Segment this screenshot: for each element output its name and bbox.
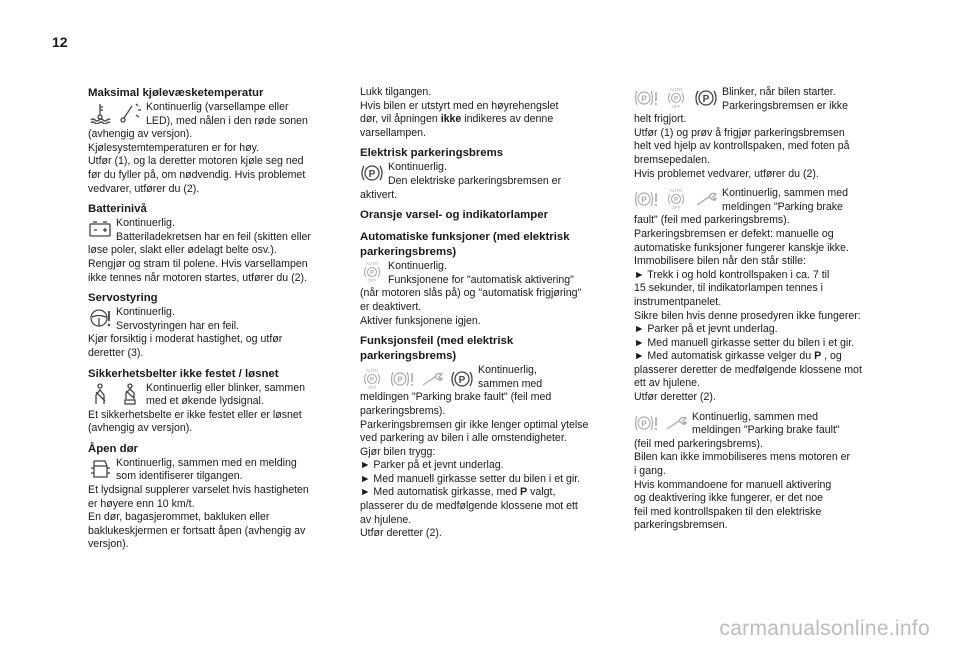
text-line bbox=[634, 350, 884, 364]
icon-group bbox=[88, 306, 112, 329]
text-line: Servostyringen har en feil. bbox=[116, 319, 240, 332]
text-line: med et økende lydsignal. bbox=[146, 395, 264, 408]
text-line: Kontinuerlig. bbox=[116, 217, 175, 230]
text-line: (avhengig av versjon). bbox=[88, 422, 193, 435]
svg-text:P: P bbox=[641, 195, 647, 205]
text-line: plasserer deretter de medfølgende klossene mot bbox=[634, 363, 862, 376]
text-line: som identifiserer tilgangen. bbox=[116, 470, 243, 483]
parking-brake-icon bbox=[450, 368, 474, 390]
text-line: Kontinuerlig. bbox=[116, 306, 175, 319]
text-line: Kontinuerlig, sammen med bbox=[722, 187, 849, 200]
text-run: dør, vil åpningen bbox=[360, 113, 438, 126]
column-left bbox=[88, 86, 338, 558]
section-title: Batterinivå bbox=[88, 203, 147, 216]
section-seatbelt bbox=[88, 367, 338, 436]
icon-group bbox=[634, 411, 688, 434]
auto-off-icon bbox=[664, 188, 688, 210]
svg-text:OFF: OFF bbox=[367, 385, 377, 391]
text-line: (avhengig av versjon). bbox=[88, 128, 193, 141]
auto-off-icon bbox=[360, 261, 384, 283]
svg-text:OFF: OFF bbox=[671, 205, 681, 211]
icon-group bbox=[634, 86, 718, 109]
text-line: baklukeskjermen er fortsatt åpen (avhengig av bbox=[88, 524, 306, 537]
text-line: ett av hjulene. bbox=[634, 377, 700, 390]
text-line: Den elektriske parkeringsbremsen er bbox=[388, 174, 562, 187]
text-line: Utfør (1), og la deretter motoren kjøle seg ned bbox=[88, 155, 304, 168]
text-line: Bilen kan ikke immobiliseres mens motoren er bbox=[634, 451, 851, 464]
icon-group bbox=[88, 382, 142, 405]
open-door-icon bbox=[88, 458, 112, 480]
text-line: før du fyller på, om nødvendig. Hvis problemet bbox=[88, 168, 306, 181]
text-line: Blinker, når bilen starter. bbox=[722, 86, 836, 98]
seatbelt-icon bbox=[88, 383, 112, 405]
parking-brake-icon bbox=[360, 162, 384, 184]
text-line: automatiske funksjoner fungerer kanskje ikke. bbox=[634, 241, 849, 254]
icon-group bbox=[88, 101, 142, 124]
section-steering bbox=[88, 291, 338, 360]
text-line: ► Parker på et jevnt underlag. bbox=[634, 323, 778, 336]
text-line: plasserer du de medfølgende klossene mot ett bbox=[360, 500, 578, 513]
icon-group bbox=[360, 364, 474, 390]
text-line: Utfør deretter (2). bbox=[634, 391, 716, 404]
text-line: meldingen "Parking brake fault" (feil med bbox=[360, 391, 552, 404]
text-line: i gang. bbox=[634, 465, 666, 478]
text-run: ► Med automatisk girkasse, med bbox=[360, 486, 518, 499]
bold-text: P bbox=[814, 350, 822, 363]
svg-text:P: P bbox=[369, 377, 375, 384]
coolant-led-icon bbox=[118, 102, 142, 124]
svg-text:P: P bbox=[641, 419, 647, 429]
wrench-icon bbox=[420, 368, 444, 390]
section-title: parkeringsbrems) bbox=[360, 350, 457, 363]
icon-group bbox=[88, 457, 112, 480]
auto-off-icon bbox=[664, 87, 688, 109]
svg-text:P: P bbox=[702, 94, 710, 105]
text-line: bremsepedalen. bbox=[634, 153, 710, 166]
text-line: Kjølesystemtemperaturen er for høy. bbox=[88, 141, 260, 154]
svg-text:AUTO: AUTO bbox=[669, 188, 683, 194]
text-line: Funksjonene for "automatisk aktivering" bbox=[388, 273, 574, 286]
section-blinking bbox=[634, 86, 884, 181]
section-title: Maksimal kjølevæsketemperatur bbox=[88, 87, 264, 99]
brake-fault-icon bbox=[634, 188, 658, 210]
text-line: og deaktivering ikke fungerer, er det noe bbox=[634, 492, 824, 505]
text-line: Lukk tilgangen. bbox=[360, 86, 432, 98]
section-defect bbox=[634, 187, 884, 405]
text-line: Et lydsignal supplerer varselet hvis hastigheten bbox=[88, 484, 309, 497]
wrench-icon bbox=[664, 412, 688, 434]
parking-brake-icon bbox=[694, 87, 718, 109]
battery-icon bbox=[88, 218, 112, 240]
bold-text: ikke bbox=[440, 113, 462, 126]
text-line: er deaktivert. bbox=[360, 300, 422, 313]
text-line: meldingen "Parking brake bbox=[722, 200, 843, 213]
wrench-icon bbox=[694, 188, 718, 210]
section-title: parkeringsbrems) bbox=[360, 246, 457, 259]
text-line: Aktiver funksjonene igjen. bbox=[360, 314, 481, 327]
text-line: Kontinuerlig (varsellampe eller bbox=[146, 101, 289, 113]
text-line: Hvis bilen er utstyrt med en høyrehengslet bbox=[360, 99, 559, 112]
coolant-temperature-icon bbox=[88, 102, 112, 124]
svg-text:P: P bbox=[458, 375, 466, 387]
svg-text:OFF: OFF bbox=[671, 104, 681, 109]
rear-seatbelt-icon bbox=[118, 383, 142, 405]
text-line: ► Parker på et jevnt underlag. bbox=[360, 459, 504, 472]
text-line: Kontinuerlig, sammen med en melding bbox=[116, 456, 297, 469]
text-line: Kontinuerlig, sammen med bbox=[692, 410, 819, 423]
text-line: ► Trekk i og hold kontrollspaken i ca. 7 til bbox=[634, 268, 830, 281]
text-line: Hvis problemet vedvarer, utfører du (2). bbox=[634, 167, 819, 180]
text-line bbox=[360, 486, 610, 500]
svg-text:AUTO: AUTO bbox=[365, 368, 379, 374]
section-door bbox=[88, 442, 338, 552]
section-title: Funksjonsfeil (med elektrisk bbox=[360, 335, 514, 348]
auto-off-icon bbox=[360, 368, 384, 390]
svg-text:P: P bbox=[369, 270, 375, 277]
text-line: Kjør forsiktig i moderat hastighet, og utfør bbox=[88, 333, 283, 346]
text-line: feil med kontrollspaken til den elektriske bbox=[634, 505, 822, 518]
watermark: carmanualsonline.info bbox=[719, 617, 930, 640]
text-line: Kontinuerlig eller blinker, sammen bbox=[146, 381, 305, 394]
column-right bbox=[634, 86, 884, 539]
text-line: Batteriladekretsen har en feil (skitten eller bbox=[116, 230, 311, 243]
text-line: fault" (feil med parkeringsbrems). bbox=[634, 214, 790, 227]
page-number: 12 bbox=[52, 34, 68, 50]
text-line: Rengjør og stram til polene. Hvis varsellampen bbox=[88, 257, 308, 270]
text-line: ikke tennes når motoren startes, utfører du (2). bbox=[88, 271, 308, 284]
svg-text:P: P bbox=[368, 169, 376, 181]
text-line: Parkeringsbremsen er ikke bbox=[722, 99, 848, 112]
section-electric-parking-brake bbox=[360, 146, 610, 202]
power-steering-icon bbox=[88, 307, 112, 329]
text-line: (når motoren slås på) og "automatisk frigjøring" bbox=[360, 287, 582, 300]
svg-text:P: P bbox=[673, 197, 679, 204]
text-line: meldingen "Parking brake fault" bbox=[692, 424, 840, 437]
text-line: ► Med manuell girkasse setter du bilen i et gir. bbox=[634, 336, 855, 349]
text-line: ved parkering av bilen i alle omstendigheter. bbox=[360, 432, 567, 445]
text-line: parkeringsbremsen. bbox=[634, 519, 728, 532]
text-line: av hjulene. bbox=[360, 513, 412, 526]
text-line: Sikre bilen hvis denne prosedyren ikke fungerer: bbox=[634, 309, 861, 322]
text-line: Et sikkerhetsbelte er ikke festet eller er løsnet bbox=[88, 408, 302, 421]
text-line: instrumentpanelet. bbox=[634, 295, 722, 308]
text-line: Kontinuerlig, bbox=[478, 364, 537, 377]
text-line: ► Med manuell girkasse setter du bilen i et gir. bbox=[360, 472, 581, 485]
icon-group bbox=[360, 161, 384, 184]
section-title: Åpen dør bbox=[88, 442, 138, 455]
section-title: Servostyring bbox=[88, 292, 158, 305]
text-run: valgt, bbox=[530, 486, 556, 499]
text-line: Parkeringsbremsen gir ikke lenger optimal ytelse bbox=[360, 418, 589, 431]
brake-fault-icon bbox=[634, 87, 658, 109]
text-line: parkeringsbrems). bbox=[360, 404, 446, 417]
svg-text:P: P bbox=[397, 375, 403, 385]
section-heading: Oransje varsel- og indikatorlamper bbox=[360, 209, 549, 222]
text-line: varsellampen. bbox=[360, 126, 426, 139]
column-middle bbox=[360, 86, 610, 547]
text-line: versjon). bbox=[88, 538, 129, 551]
text-line: (feil med parkeringsbrems). bbox=[634, 437, 763, 450]
text-line: Kontinuerlig. bbox=[388, 260, 447, 273]
text-line: Immobilisere bilen når den står stille: bbox=[634, 255, 806, 268]
bold-text: P bbox=[520, 486, 528, 499]
text-line: Hvis kommandoene for manuell aktivering bbox=[634, 478, 832, 491]
section-battery bbox=[88, 202, 338, 285]
text-line: helt ved hjelp av kontrollspaken, med foten på bbox=[634, 140, 850, 153]
svg-text:P: P bbox=[673, 96, 679, 103]
text-line: 15 sekunder, til indikatorlampen tennes i bbox=[634, 282, 824, 295]
text-line: Parkeringsbremsen er defekt: manuelle og bbox=[634, 227, 834, 240]
text-line: deretter (3). bbox=[88, 346, 144, 359]
svg-text:P: P bbox=[641, 94, 647, 104]
section-door-continued bbox=[360, 86, 610, 140]
brake-fault-icon bbox=[390, 368, 414, 390]
text-line: løse poler, slakt eller ødelagt belte osv.). bbox=[88, 244, 277, 257]
text-line: helt frigjort. bbox=[634, 113, 687, 126]
section-title: Elektrisk parkeringsbrems bbox=[360, 147, 504, 160]
text-run: , og bbox=[824, 350, 842, 363]
text-line: er høyere enn 10 km/t. bbox=[88, 497, 195, 510]
svg-text:AUTO: AUTO bbox=[365, 261, 379, 267]
text-line: Gjør bilen trygg: bbox=[360, 445, 436, 458]
section-automatic-functions bbox=[360, 230, 610, 328]
section-title: Automatiske funksjoner (med elektrisk bbox=[360, 231, 570, 244]
section-coolant bbox=[88, 86, 338, 196]
icon-group bbox=[88, 217, 112, 240]
text-line: aktivert. bbox=[360, 188, 398, 201]
brake-fault-icon bbox=[634, 412, 658, 434]
section-manual-commands bbox=[634, 411, 884, 533]
icon-group bbox=[634, 187, 718, 210]
text-line: Utfør (1) og prøv å frigjør parkeringsbremsen bbox=[634, 126, 845, 139]
svg-text:OFF: OFF bbox=[367, 278, 377, 284]
text-line: En dør, bagasjerommet, bakluken eller bbox=[88, 511, 270, 524]
text-line: Kontinuerlig. bbox=[388, 161, 447, 174]
text-line: vedvarer, utfører du (2). bbox=[88, 182, 200, 195]
text-line: Utfør deretter (2). bbox=[360, 527, 442, 540]
text-run: ► Med automatisk girkasse velger du bbox=[634, 350, 812, 363]
text-line bbox=[360, 113, 610, 127]
section-malfunction bbox=[360, 334, 610, 541]
text-run: indikeres av denne bbox=[464, 113, 554, 126]
text-line: sammen med bbox=[478, 377, 543, 390]
icon-group bbox=[360, 260, 384, 283]
section-title: Sikkerhetsbelter ikke festet / løsnet bbox=[88, 367, 279, 380]
svg-text:AUTO: AUTO bbox=[669, 87, 683, 92]
text-line: LED), med nålen i den røde sonen bbox=[146, 114, 308, 127]
